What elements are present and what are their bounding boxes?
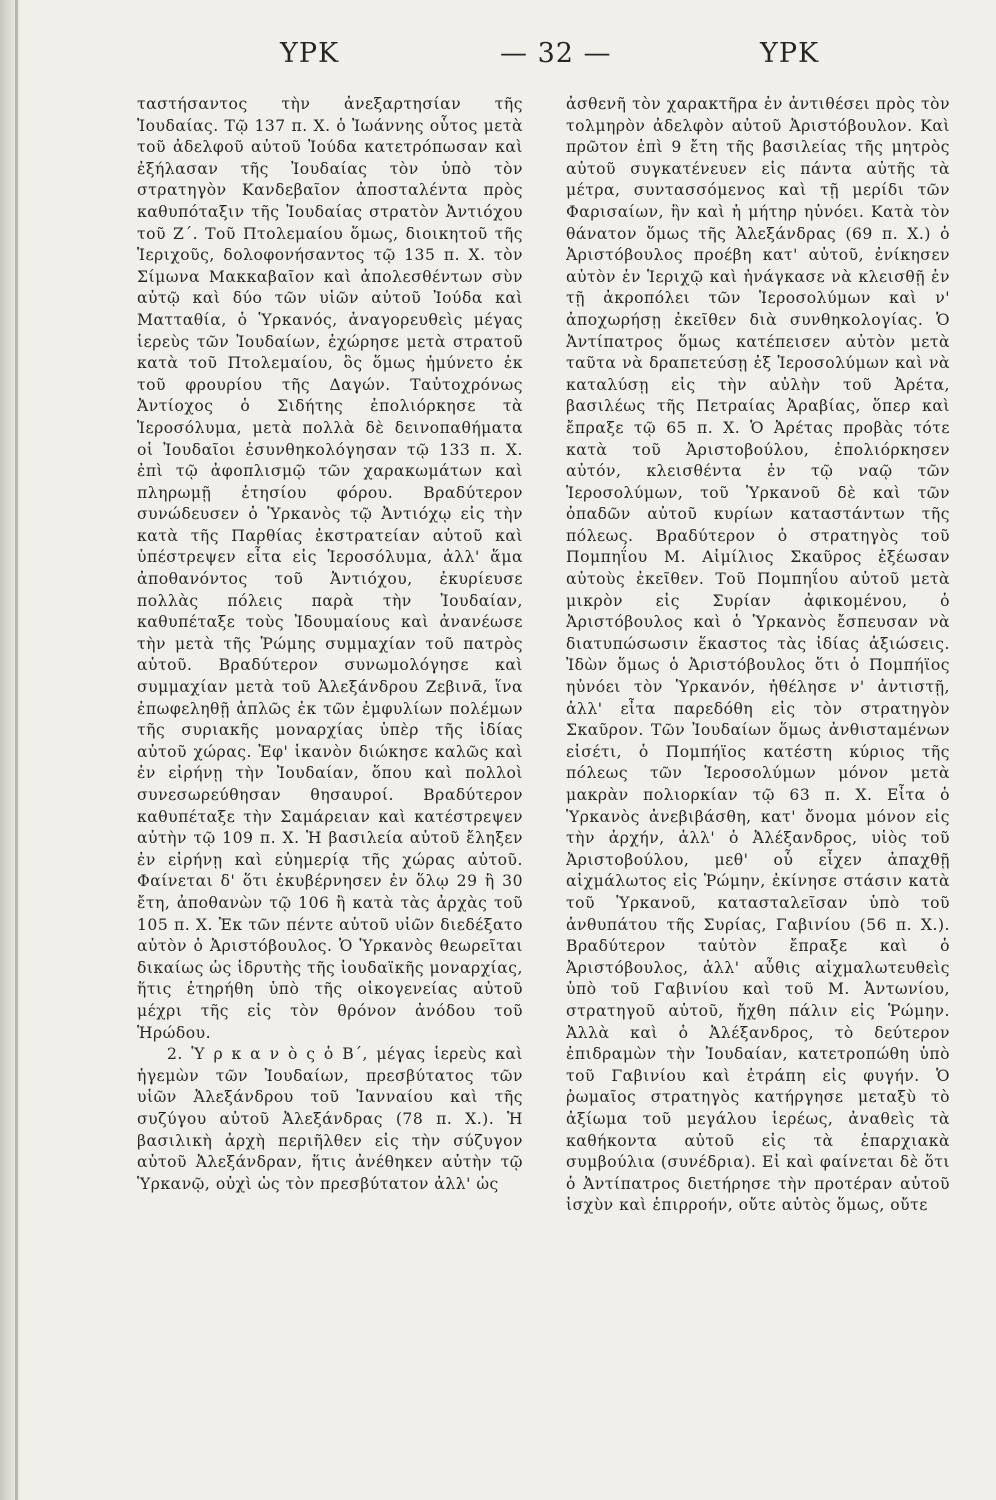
page-number: — 32 —	[500, 38, 612, 69]
left-column	[137, 94, 523, 1489]
right-paragraph-1: ἀσθενῆ τὸν χαρακτῆρα ἐν ἀντιθέσει πρὸς τὸν τολμηρὸν ἀδελφὸν αὐτοῦ Ἀριστόβουλον. Καὶ πρῶτον ἐπὶ 9 ἔτη τῆς βασιλείας τῆς μητρὸς αὐτοῦ συγκατένευεν εἰς πάντα αὐτῆς τὰ μέτρα, συντασσόμενος καὶ τῇ μερίδι τῶν Φαρισαίων, ἣν καὶ ἡ μήτηρ ηὐνόει. Κατὰ τὸν θάνατον ὅμως τῆς Ἀλεξάνδρας (69 π. Χ.) ὁ Ἀριστόβουλος προέβη κατ' αὐτοῦ, ἐνίκησεν αὐτὸν ἐν Ἱεριχῷ καὶ ἠνάγκασε νὰ κλεισθῇ ἐν τῇ ἀκροπόλει τῶν Ἱεροσολύμων καὶ ν' ἀποχωρήσῃ ἐκεῖθεν διὰ συνθηκολογίας. Ὁ Ἀντίπατρος ὅμως κατέπεισεν αὐτὸν μετὰ ταῦτα νὰ δραπετεύσῃ ἐξ Ἱεροσολύμων καὶ νὰ καταλύσῃ εἰς τὴν αὐλὴν τοῦ Ἀρέτα, βασιλέως τῆς Πετραίας Ἀραβίας, ὅπερ καὶ ἔπραξε τῷ 65 π. Χ. Ὁ Ἀρέτας προβὰς τότε κατὰ τοῦ Ἀριστοβούλου, ἐπολιόρκησεν αὐτόν, κλεισθέντα ἐν τῷ ναῷ τῶν Ἱεροσολύμων, τοῦ Ὑρκανοῦ δὲ καὶ τῶν ὀπαδῶν αὐτοῦ κυρίων καταστάντων τῆς πόλεως. Βραδύτερον ὁ στρατηγὸς τοῦ Πομπηΐου Μ. Αἰμίλιος Σκαῦρος ἐξέωσαν αὐτοὺς ἐκεῖθεν. Τοῦ Πομπηΐου αὐτοῦ μετὰ μικρὸν εἰς Συρίαν ἀφικομένου, ὁ Ἀριστόβουλος καὶ ὁ Ὑρκανὸς ἔσπευσαν νὰ διατυπώσωσιν ἕκαστος τὰς ἰδίας ἀξιώσεις. Ἰδὼν ὅμως ὁ Ἀριστόβουλος ὅτι ὁ Πομπήϊος ηὐνόει τὸν Ὑρκανόν, ἠθέλησε ν' ἀντιστῇ, ἀλλ' εἶτα παρεδόθη εἰς τὸν στρατηγὸν Σκαῦρον. Τῶν Ἰουδαίων ὅμως ἀνθισταμένων εἰσέτι, ὁ Πομπήϊος κατέστη κύριος τῆς πόλεως τῶν Ἱεροσολύμων μόνον μετὰ μακρὰν πολιορκίαν τῷ 63 π. Χ. Εἶτα ὁ Ὑρκανὸς ἀνεβιβάσθη, κατ' ὄνομα μόνον εἰς τὴν ἀρχήν, ἀλλ' ὁ Ἀλέξανδρος, υἱὸς τοῦ Ἀριστοβούλου, μεθ' οὗ εἶχεν ἀπαχθῇ αἰχμάλωτος εἰς Ῥώμην, ἐκίνησε στάσιν κατὰ τοῦ Ὑρκανοῦ, κατασταλεῖσαν ὑπὸ τοῦ ἀνθυπάτου τῆς Συρίας, Γαβινίου (56 π. Χ.). Βραδύτερον ταὐτὸν ἔπραξε καὶ ὁ Ἀριστόβουλος, ἀλλ' αὖθις αἰχμαλωτευθεὶς ὑπὸ τοῦ Γαβινίου καὶ τοῦ Μ. Ἀντωνίου, στρατηγοῦ αὐτοῦ, ἤχθη πάλιν εἰς Ῥώμην. Ἀλλὰ καὶ ὁ Ἀλέξανδρος, τὸ δεύτερον ἐπιδραμὼν τὴν Ἰουδαίαν, κατετροπώθη ὑπὸ τοῦ Γαβινίου καὶ ἐτράπη εἰς φυγήν. Ὁ ῥωμαῖος στρατηγὸς κατήργησε μεταξὺ τὸ ἀξίωμα τοῦ μεγάλου ἱερέως, ἀναθεὶς τὰ καθήκοντα αὐτοῦ εἰς τὰ ἐπαρχιακὰ συμβούλια (συνέδρια). Εἰ καὶ φαίνεται δὲ ὅτι ὁ Ἀντίπατρος διετήρησε τὴν προτέραν αὐτοῦ ἰσχὺν καὶ ἐπιρροήν, οὔτε αὐτὸς ὅμως, οὔτε	[566, 95, 950, 1215]
right-column	[566, 94, 950, 1489]
header-left-keyword: ΥΡΚ	[280, 38, 340, 69]
left-paragraph-1: ταστήσαντος τὴν ἀνεξαρτησίαν τῆς Ἰουδαίας. Τῷ 137 π. Χ. ὁ Ἰωάννης οὗτος μετὰ τοῦ ἀδελφοῦ αὐτοῦ Ἰούδα κατετρόπωσαν καὶ ἐξήλασαν τῆς Ἰουδαίας τὸν ὑπὸ τὸν στρατηγὸν Κανδεβαῖον ἀποσταλέντα πρὸς καθυπόταξιν τῆς Ἰουδαίας στρατὸν Ἀντιόχου τοῦ Ζ΄. Τοῦ Πτολεμαίου ὅμως, διοικητοῦ τῆς Ἱεριχοῦς, δολοφονήσαντος τῷ 135 π. Χ. τὸν Σίμωνα Μακκαβαῖον καὶ ἀπολεσθέντων σὺν αὐτῷ καὶ δύο τῶν υἱῶν αὐτοῦ Ἰούδα καὶ Ματταθία, ὁ Ὑρκανός, ἀναγορευθεὶς μέγας ἱερεὺς τῶν Ἰουδαίων, ἐχώρησε μετὰ στρατοῦ κατὰ τοῦ Πτολεμαίου, ὃς ὅμως ἠμύνετο ἐκ τοῦ φρουρίου τῆς Δαγών. Ταὐτοχρόνως Ἀντίοχος ὁ Σιδήτης ἐπολιόρκησε τὰ Ἱεροσόλυμα, μετὰ πολλὰ δὲ δεινοπαθήματα οἱ Ἰουδαῖοι ἐσυνθηκολόγησαν τῷ 133 π. Χ. ἐπὶ τῷ ἀφοπλισμῷ τῶν χαρακωμάτων καὶ πληρωμῇ ἐτησίου φόρου. Βραδύτερον συνώδευσεν ὁ Ὑρκανὸς τῷ Ἀντιόχῳ εἰς τὴν κατὰ τῆς Παρθίας ἐκστρατείαν αὐτοῦ καὶ ὑπέστρεψεν εἶτα εἰς Ἱεροσόλυμα, ἀλλ' ἅμα ἀποθανόντος τοῦ Ἀντιόχου, ἐκυρίευσε πολλὰς πόλεις παρὰ τὴν Ἰουδαίαν, καθυπέταξε τοὺς Ἰδουμαίους καὶ ἀνανέωσε τὴν μετὰ τῆς Ῥώμης συμμαχίαν τοῦ πατρὸς αὐτοῦ. Βραδύτερον συνωμολόγησε καὶ συμμαχίαν μετὰ τοῦ Ἀλεξάνδρου Ζεβινᾶ, ἵνα ἐπωφεληθῇ ἁπλῶς ἐκ τῶν ἐμφυλίων πολέμων τῆς συριακῆς μοναρχίας ὑπὲρ τῆς ἰδίας αὐτοῦ χώρας. Ἐφ' ἱκανὸν διώκησε καλῶς καὶ ἐν εἰρήνῃ τὴν Ἰουδαίαν, ὅπου καὶ πολλοὶ συνεσωρεύθησαν θησαυροί. Βραδύτερον καθυπέταξε τὴν Σαμάρειαν καὶ κατέστρεψεν αὐτὴν τῷ 109 π. Χ. Ἡ βασιλεία αὐτοῦ ἔληξεν ἐν εἰρήνῃ καὶ εὐημερίᾳ τῆς χώρας αὐτοῦ. Φαίνεται δ' ὅτι ἐκυβέρνησεν ἐν ὅλῳ 29 ἢ 30 ἔτη, ἀποθανὼν τῷ 106 ἢ κατὰ τὰς ἀρχὰς τοῦ 105 π. Χ. Ἐκ τῶν πέντε αὐτοῦ υἱῶν διεδέξατο αὐτὸν ὁ Ἀριστόβουλος. Ὁ Ὑρκανὸς θεωρεῖται δικαίως ὡς ἱδρυτὴς τῆς ἰουδαϊκῆς μοναρχίας, ἥτις ἐτηρήθη ὑπὸ τῆς οἰκογενείας αὐτοῦ μέχρι τῆς εἰς τὸν θρόνον ἀνόδου τοῦ Ἡρώδου.	[137, 95, 523, 1042]
gutter-line	[15, 0, 18, 1500]
header-right-keyword: ΥΡΚ	[760, 38, 820, 69]
page-header	[0, 38, 996, 78]
binding-gutter	[0, 0, 22, 1500]
left-paragraph-2: 2. Ὑ ρ κ α ν ὸ ς ὁ Β΄, μέγας ἱερεὺς καὶ ἡγεμὼν τῶν Ἰουδαίων, πρεσβύτατος τῶν υἱῶν Ἀλεξάνδρου τοῦ Ἰανναίου καὶ τῆς συζύγου αὐτοῦ Ἀλεξάνδρας (78 π. Χ.). Ἡ βασιλικὴ ἀρχὴ περιῆλθεν εἰς τὴν σύζυγον αὐτοῦ Ἀλεξάνδραν, ἥτις ἀνέθηκεν αὐτὴν τῷ Ὑρκανῷ, οὐχὶ ὡς τὸν πρεσβύτατον ἀλλ' ὡς	[137, 1045, 523, 1193]
